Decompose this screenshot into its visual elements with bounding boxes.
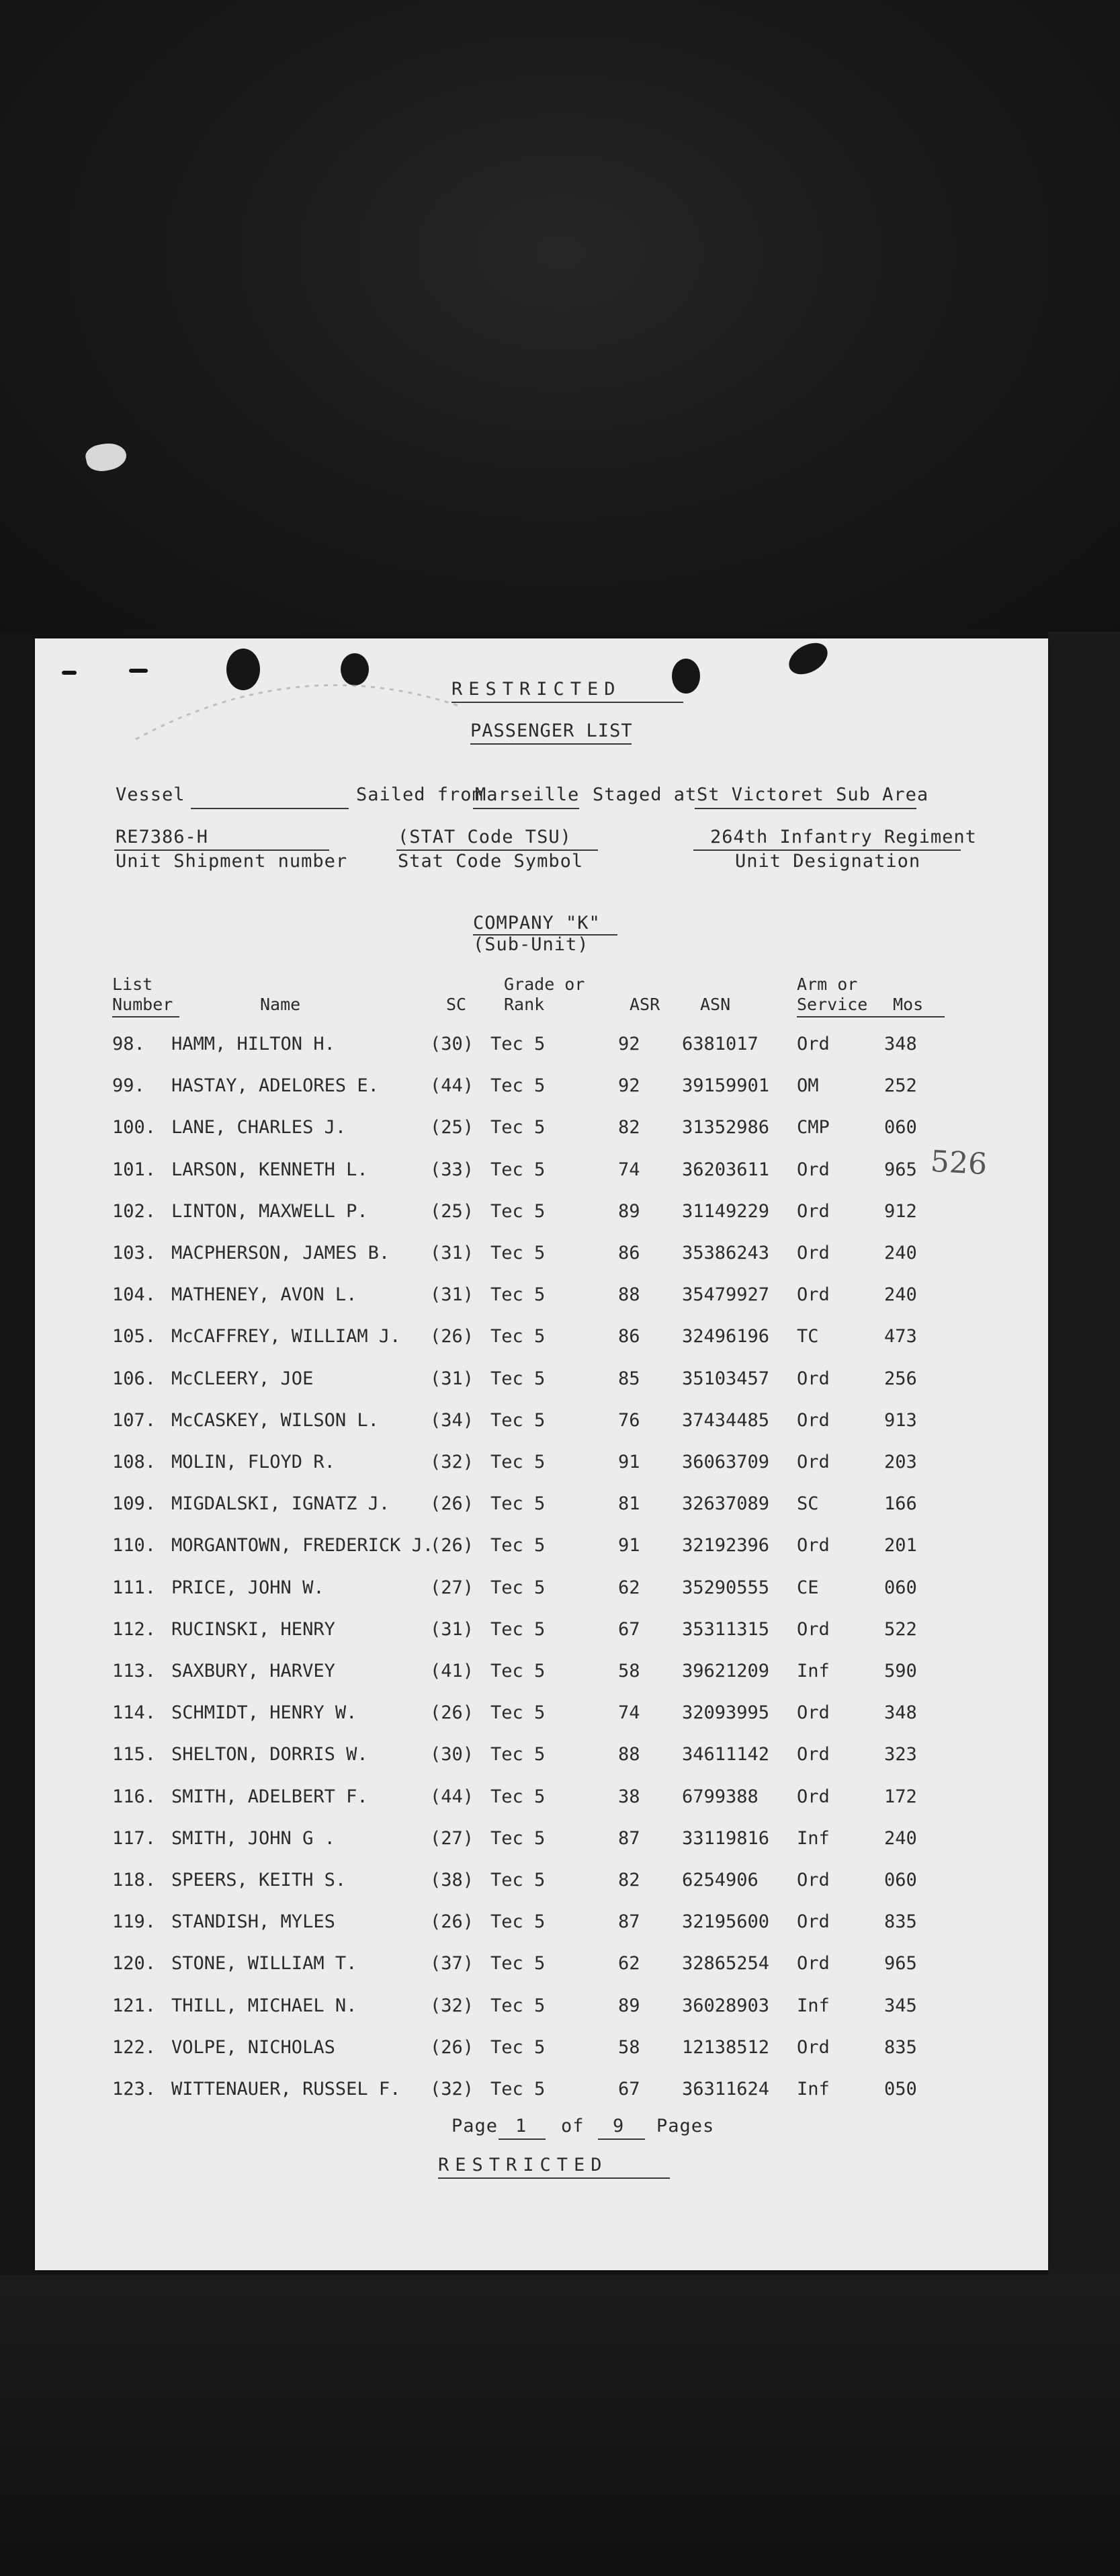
list-number: 123. bbox=[112, 2079, 157, 2100]
arm-service: Ord bbox=[797, 1200, 830, 1222]
shipment-number-label: Unit Shipment number bbox=[116, 851, 348, 872]
mos-code: 348 bbox=[884, 1034, 917, 1054]
table-row bbox=[35, 1861, 1048, 1900]
underline bbox=[499, 2138, 546, 2140]
sc-code: (30) bbox=[430, 1034, 474, 1054]
asr-score: 58 bbox=[618, 2036, 640, 2058]
grade: Tec 5 bbox=[490, 1243, 546, 1263]
punch-hole bbox=[672, 659, 700, 694]
arm-service: Inf bbox=[797, 2079, 830, 2100]
grade: Tec 5 bbox=[490, 1744, 546, 1765]
list-number: 121. bbox=[112, 1995, 157, 2016]
asr-score: 85 bbox=[618, 1368, 640, 1389]
sc-code: (38) bbox=[430, 1870, 474, 1891]
grade: Tec 5 bbox=[490, 1493, 546, 1515]
mos-code: 965 bbox=[884, 1953, 917, 1975]
grade: Tec 5 bbox=[490, 1284, 546, 1306]
list-number: 107. bbox=[112, 1409, 157, 1431]
underline bbox=[112, 1016, 179, 1017]
mos-code: 590 bbox=[884, 1661, 917, 1681]
grade: Tec 5 bbox=[490, 1995, 546, 2016]
sc-code: (34) bbox=[430, 1409, 474, 1431]
passenger-name: THILL, MICHAEL N. bbox=[171, 1995, 357, 2016]
asn-number: 35290555 bbox=[682, 1577, 770, 1598]
asr-score: 86 bbox=[618, 1326, 640, 1347]
list-number: 102. bbox=[112, 1200, 157, 1222]
passenger-name: LINTON, MAXWELL P. bbox=[171, 1200, 368, 1222]
asn-number: 32192396 bbox=[682, 1535, 770, 1556]
grade: Tec 5 bbox=[490, 1159, 546, 1180]
list-number: 111. bbox=[112, 1577, 157, 1598]
list-number: 108. bbox=[112, 1452, 157, 1472]
grade: Tec 5 bbox=[490, 1870, 546, 1891]
asn-number: 35311315 bbox=[682, 1618, 770, 1640]
table-row bbox=[35, 1151, 1048, 1190]
asr-score: 87 bbox=[618, 1827, 640, 1849]
arm-service: Ord bbox=[797, 1702, 830, 1724]
mos-code: 965 bbox=[884, 1159, 917, 1180]
grade: Tec 5 bbox=[490, 1075, 546, 1097]
list-number: 104. bbox=[112, 1284, 157, 1306]
table-row bbox=[35, 1778, 1048, 1817]
list-number: 98. bbox=[112, 1034, 145, 1054]
arm-service: Inf bbox=[797, 1995, 830, 2016]
asr-score: 91 bbox=[618, 1535, 640, 1556]
staged-label: Staged at bbox=[593, 784, 697, 805]
sc-code: (27) bbox=[430, 1827, 474, 1849]
grade: Tec 5 bbox=[490, 1577, 546, 1598]
grade: Tec 5 bbox=[490, 1452, 546, 1472]
ink-mark bbox=[62, 671, 77, 675]
grade: Tec 5 bbox=[490, 1953, 546, 1975]
asr-score: 74 bbox=[618, 1702, 640, 1724]
grade: Tec 5 bbox=[490, 1618, 546, 1640]
asr-score: 82 bbox=[618, 1117, 640, 1138]
punch-hole bbox=[783, 636, 833, 681]
arm-service: TC bbox=[797, 1326, 819, 1347]
asn-number: 6799388 bbox=[682, 1786, 759, 1807]
company-value: COMPANY "K" bbox=[473, 913, 601, 933]
list-number: 99. bbox=[112, 1075, 145, 1097]
list-number: 112. bbox=[112, 1618, 157, 1640]
total-pages: 9 bbox=[613, 2116, 625, 2136]
sailed-value: Marseille bbox=[475, 784, 580, 805]
asn-number: 35386243 bbox=[682, 1243, 770, 1263]
grade: Tec 5 bbox=[490, 1117, 546, 1138]
table-row bbox=[35, 1234, 1048, 1273]
underline bbox=[598, 2138, 645, 2140]
underline bbox=[470, 743, 632, 745]
sc-code: (30) bbox=[430, 1744, 474, 1765]
asr-score: 89 bbox=[618, 1995, 640, 2016]
mos-code: 172 bbox=[884, 1786, 917, 1807]
arm-service: Ord bbox=[797, 2036, 830, 2058]
sc-code: (25) bbox=[430, 1200, 474, 1222]
passenger-name: RUCINSKI, HENRY bbox=[171, 1618, 335, 1640]
table-row bbox=[35, 1192, 1048, 1231]
asr-score: 92 bbox=[618, 1034, 640, 1054]
col-asn: ASN bbox=[700, 995, 731, 1014]
sc-code: (44) bbox=[430, 1075, 474, 1097]
asr-score: 62 bbox=[618, 1577, 640, 1598]
underline bbox=[797, 1016, 945, 1017]
arm-service: Ord bbox=[797, 1744, 830, 1765]
grade: Tec 5 bbox=[490, 1034, 546, 1054]
asn-number: 34611142 bbox=[682, 1744, 770, 1765]
list-number: 122. bbox=[112, 2036, 157, 2058]
table-row bbox=[35, 1485, 1048, 1524]
grade: Tec 5 bbox=[490, 1911, 546, 1933]
sc-code: (26) bbox=[430, 1326, 474, 1347]
sc-code: (26) bbox=[430, 1911, 474, 1933]
passenger-name: WITTENAUER, RUSSEL F. bbox=[171, 2079, 401, 2100]
mos-code: 345 bbox=[884, 1995, 917, 2016]
passenger-name: MATHENEY, AVON L. bbox=[171, 1284, 357, 1306]
passenger-name: SCHMIDT, HENRY W. bbox=[171, 1702, 357, 1724]
unit-designation-value: 264th Infantry Regiment bbox=[710, 827, 977, 847]
sc-code: (31) bbox=[430, 1368, 474, 1389]
passenger-name: VOLPE, NICHOLAS bbox=[171, 2036, 335, 2058]
list-number: 117. bbox=[112, 1827, 157, 1849]
table-row bbox=[35, 1569, 1048, 1608]
arm-service: SC bbox=[797, 1493, 819, 1515]
asn-number: 12138512 bbox=[682, 2036, 770, 2058]
mos-code: 203 bbox=[884, 1452, 917, 1472]
microfilm-border-bottom bbox=[0, 2275, 1120, 2576]
asn-number: 6254906 bbox=[682, 1870, 759, 1891]
arm-service: CMP bbox=[797, 1117, 830, 1138]
table-row bbox=[35, 1735, 1048, 1774]
table-row bbox=[35, 1443, 1048, 1482]
asn-number: 37434485 bbox=[682, 1409, 770, 1431]
grade: Tec 5 bbox=[490, 1409, 546, 1431]
mos-code: 240 bbox=[884, 1243, 917, 1263]
underline bbox=[438, 2177, 670, 2179]
table-row bbox=[35, 1276, 1048, 1315]
passenger-list-page bbox=[35, 638, 1048, 2270]
list-number: 101. bbox=[112, 1159, 157, 1180]
sc-code: (27) bbox=[430, 1577, 474, 1598]
asr-score: 38 bbox=[618, 1786, 640, 1807]
sc-code: (32) bbox=[430, 1452, 474, 1472]
arm-service: Ord bbox=[797, 1243, 830, 1263]
faint-stamp bbox=[122, 665, 472, 746]
asr-score: 58 bbox=[618, 1661, 640, 1681]
arm-service: Ord bbox=[797, 1618, 830, 1640]
sc-code: (25) bbox=[430, 1117, 474, 1138]
mos-code: 240 bbox=[884, 1284, 917, 1306]
sc-code: (32) bbox=[430, 2079, 474, 2100]
asr-score: 62 bbox=[618, 1953, 640, 1975]
arm-service: Ord bbox=[797, 1911, 830, 1933]
list-number: 105. bbox=[112, 1326, 157, 1347]
passenger-name: PRICE, JOHN W. bbox=[171, 1577, 325, 1598]
col-asr: ASR bbox=[630, 995, 660, 1014]
sc-code: (26) bbox=[430, 2036, 474, 2058]
of-label: of bbox=[561, 2116, 585, 2136]
arm-service: Ord bbox=[797, 1284, 830, 1306]
list-number: 118. bbox=[112, 1870, 157, 1891]
arm-service: Ord bbox=[797, 1535, 830, 1556]
table-row bbox=[35, 1108, 1048, 1147]
passenger-name: MOLIN, FLOYD R. bbox=[171, 1452, 335, 1472]
handwritten-note: 526 bbox=[929, 1144, 988, 1182]
col-list-number: List Number bbox=[112, 974, 173, 1014]
table-row bbox=[35, 1025, 1048, 1064]
list-number: 110. bbox=[112, 1535, 157, 1556]
mos-code: 522 bbox=[884, 1618, 917, 1640]
mos-code: 473 bbox=[884, 1326, 917, 1347]
grade: Tec 5 bbox=[490, 2036, 546, 2058]
table-row bbox=[35, 1903, 1048, 1942]
asr-score: 91 bbox=[618, 1452, 640, 1472]
arm-service: Ord bbox=[797, 1159, 830, 1180]
arm-service: Ord bbox=[797, 1452, 830, 1472]
col-name: Name bbox=[260, 995, 301, 1014]
list-number: 120. bbox=[112, 1953, 157, 1975]
list-number: 106. bbox=[112, 1368, 157, 1389]
mos-code: 252 bbox=[884, 1075, 917, 1097]
mos-code: 913 bbox=[884, 1409, 917, 1431]
list-number: 115. bbox=[112, 1744, 157, 1765]
arm-service: Ord bbox=[797, 1870, 830, 1891]
passenger-name: MIGDALSKI, IGNATZ J. bbox=[171, 1493, 390, 1515]
col-arm-service: Arm or Service bbox=[797, 974, 868, 1014]
underline bbox=[473, 808, 579, 809]
sub-unit-label: (Sub-Unit) bbox=[473, 934, 589, 955]
page-label: Page bbox=[451, 2116, 499, 2136]
asn-number: 31149229 bbox=[682, 1200, 770, 1222]
underline bbox=[695, 808, 916, 809]
mos-code: 060 bbox=[884, 1870, 917, 1891]
grade: Tec 5 bbox=[490, 1200, 546, 1222]
asn-number: 32496196 bbox=[682, 1326, 770, 1347]
asn-number: 35103457 bbox=[682, 1368, 770, 1389]
asr-score: 87 bbox=[618, 1911, 640, 1933]
table-row bbox=[35, 1652, 1048, 1691]
sc-code: (31) bbox=[430, 1243, 474, 1263]
underline bbox=[451, 702, 683, 703]
table-row bbox=[35, 2070, 1048, 2109]
asn-number: 39621209 bbox=[682, 1661, 770, 1681]
passenger-name: McCLEERY, JOE bbox=[171, 1368, 314, 1389]
asn-number: 35479927 bbox=[682, 1284, 770, 1306]
passenger-name: LANE, CHARLES J. bbox=[171, 1117, 347, 1138]
table-row bbox=[35, 1360, 1048, 1399]
grade: Tec 5 bbox=[490, 2079, 546, 2100]
restricted-footer: RESTRICTED bbox=[438, 2155, 608, 2175]
passenger-name: HAMM, HILTON H. bbox=[171, 1034, 335, 1054]
microfilm-border-top bbox=[0, 0, 1120, 632]
stat-code-value: (STAT Code TSU) bbox=[398, 827, 572, 847]
document-title: PASSENGER LIST bbox=[470, 720, 633, 741]
mos-code: 912 bbox=[884, 1200, 917, 1222]
grade: Tec 5 bbox=[490, 1368, 546, 1389]
asr-score: 67 bbox=[618, 2079, 640, 2100]
sc-code: (26) bbox=[430, 1702, 474, 1724]
asr-score: 74 bbox=[618, 1159, 640, 1180]
sc-code: (31) bbox=[430, 1618, 474, 1640]
table-row bbox=[35, 1819, 1048, 1858]
mos-code: 835 bbox=[884, 2036, 917, 2058]
asr-score: 89 bbox=[618, 1200, 640, 1222]
asr-score: 82 bbox=[618, 1870, 640, 1891]
page-number: 1 bbox=[515, 2116, 527, 2136]
arm-service: OM bbox=[797, 1075, 819, 1097]
mos-code: 835 bbox=[884, 1911, 917, 1933]
arm-service: Inf bbox=[797, 1661, 830, 1681]
asn-number: 39159901 bbox=[682, 1075, 770, 1097]
sc-code: (31) bbox=[430, 1284, 474, 1306]
asr-score: 86 bbox=[618, 1243, 640, 1263]
asr-score: 67 bbox=[618, 1618, 640, 1640]
mos-code: 166 bbox=[884, 1493, 917, 1515]
sc-code: (41) bbox=[430, 1661, 474, 1681]
asn-number: 32093995 bbox=[682, 1702, 770, 1724]
sc-code: (44) bbox=[430, 1786, 474, 1807]
mos-code: 348 bbox=[884, 1702, 917, 1724]
table-row bbox=[35, 1987, 1048, 2026]
sc-code: (26) bbox=[430, 1535, 474, 1556]
grade: Tec 5 bbox=[490, 1786, 546, 1807]
arm-service: Ord bbox=[797, 1409, 830, 1431]
list-number: 109. bbox=[112, 1493, 157, 1515]
pages-label: Pages bbox=[656, 2116, 715, 2136]
asn-number: 36311624 bbox=[682, 2079, 770, 2100]
passenger-name: SAXBURY, HARVEY bbox=[171, 1661, 335, 1681]
table-row bbox=[35, 1944, 1048, 1983]
asn-number: 36203611 bbox=[682, 1159, 770, 1180]
asn-number: 33119816 bbox=[682, 1827, 770, 1849]
asn-number: 32637089 bbox=[682, 1493, 770, 1515]
sc-code: (26) bbox=[430, 1493, 474, 1515]
passenger-name: MACPHERSON, JAMES B. bbox=[171, 1243, 390, 1263]
arm-service: CE bbox=[797, 1577, 819, 1598]
mos-code: 201 bbox=[884, 1535, 917, 1556]
table-row bbox=[35, 1526, 1048, 1565]
mos-code: 240 bbox=[884, 1827, 917, 1849]
asr-score: 81 bbox=[618, 1493, 640, 1515]
asr-score: 88 bbox=[618, 1744, 640, 1765]
restricted-header: RESTRICTED bbox=[451, 679, 621, 700]
list-number: 103. bbox=[112, 1243, 157, 1263]
passenger-name: SPEERS, KEITH S. bbox=[171, 1870, 347, 1891]
sc-code: (37) bbox=[430, 1953, 474, 1975]
grade: Tec 5 bbox=[490, 1661, 546, 1681]
passenger-name: SMITH, ADELBERT F. bbox=[171, 1786, 368, 1807]
arm-service: Ord bbox=[797, 1953, 830, 1975]
passenger-name: McCAFFREY, WILLIAM J. bbox=[171, 1326, 401, 1347]
passenger-name: McCASKEY, WILSON L. bbox=[171, 1409, 379, 1431]
passenger-name: STONE, WILLIAM T. bbox=[171, 1953, 357, 1975]
col-sc: SC bbox=[446, 995, 467, 1014]
table-row bbox=[35, 1317, 1048, 1356]
asn-number: 36063709 bbox=[682, 1452, 770, 1472]
asn-number: 36028903 bbox=[682, 1995, 770, 2016]
arm-service: Inf bbox=[797, 1827, 830, 1849]
stat-code-label: Stat Code Symbol bbox=[398, 851, 584, 872]
passenger-name: SHELTON, DORRIS W. bbox=[171, 1744, 368, 1765]
grade: Tec 5 bbox=[490, 1535, 546, 1556]
mos-code: 060 bbox=[884, 1117, 917, 1138]
asn-number: 32195600 bbox=[682, 1911, 770, 1933]
mos-code: 050 bbox=[884, 2079, 917, 2100]
passenger-name: LARSON, KENNETH L. bbox=[171, 1159, 368, 1180]
underline bbox=[191, 808, 349, 809]
arm-service: Ord bbox=[797, 1368, 830, 1389]
col-grade: Grade or Rank bbox=[504, 974, 585, 1014]
table-row bbox=[35, 1694, 1048, 1733]
shipment-number-value: RE7386-H bbox=[116, 827, 209, 847]
grade: Tec 5 bbox=[490, 1326, 546, 1347]
asr-score: 88 bbox=[618, 1284, 640, 1306]
vessel-label: Vessel bbox=[116, 784, 185, 805]
staged-value: St Victoret Sub Area bbox=[697, 784, 929, 805]
asr-score: 76 bbox=[618, 1409, 640, 1431]
sailed-label: Sailed from bbox=[356, 784, 484, 805]
list-number: 114. bbox=[112, 1702, 157, 1724]
list-number: 116. bbox=[112, 1786, 157, 1807]
passenger-name: STANDISH, MYLES bbox=[171, 1911, 335, 1933]
col-mos: Mos bbox=[893, 995, 924, 1014]
list-number: 113. bbox=[112, 1661, 157, 1681]
list-number: 100. bbox=[112, 1117, 157, 1138]
arm-service: Ord bbox=[797, 1786, 830, 1807]
asn-number: 32865254 bbox=[682, 1953, 770, 1975]
asn-number: 6381017 bbox=[682, 1034, 759, 1054]
grade: Tec 5 bbox=[490, 1827, 546, 1849]
asr-score: 92 bbox=[618, 1075, 640, 1097]
mos-code: 323 bbox=[884, 1744, 917, 1765]
table-row bbox=[35, 1401, 1048, 1440]
table-row bbox=[35, 2028, 1048, 2067]
sc-code: (32) bbox=[430, 1995, 474, 2016]
arm-service: Ord bbox=[797, 1034, 830, 1054]
grade: Tec 5 bbox=[490, 1702, 546, 1724]
passenger-name: SMITH, JOHN G . bbox=[171, 1827, 335, 1849]
microfilm-border-right bbox=[1048, 632, 1120, 2275]
passenger-name: MORGANTOWN, FREDERICK J. bbox=[171, 1535, 434, 1556]
table-row bbox=[35, 1067, 1048, 1106]
mos-code: 256 bbox=[884, 1368, 917, 1389]
mos-code: 060 bbox=[884, 1577, 917, 1598]
table-row bbox=[35, 1610, 1048, 1649]
passenger-name: HASTAY, ADELORES E. bbox=[171, 1075, 379, 1097]
sc-code: (33) bbox=[430, 1159, 474, 1180]
unit-designation-label: Unit Designation bbox=[735, 851, 921, 872]
asn-number: 31352986 bbox=[682, 1117, 770, 1138]
list-number: 119. bbox=[112, 1911, 157, 1933]
